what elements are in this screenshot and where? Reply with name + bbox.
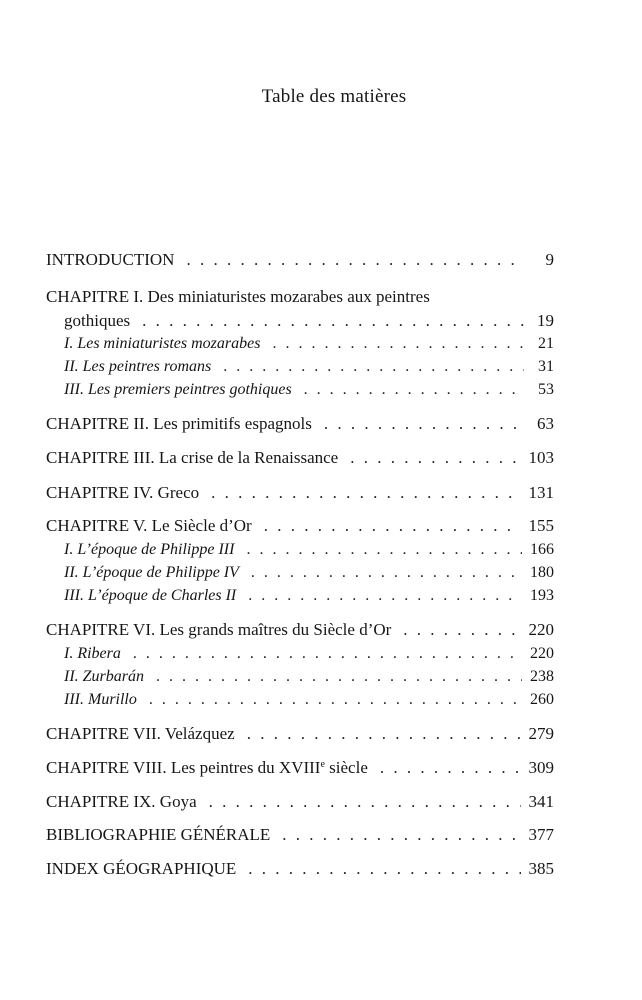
toc-entry-label: CHAPITRE VI. Les grands maîtres du Siècle d’Or	[46, 620, 392, 639]
toc-entry-label-part: CHAPITRE VIII. Les peintres du XVIII	[46, 758, 321, 777]
toc-entry-chapitre-2	[46, 411, 554, 437]
dot-leader	[248, 856, 520, 882]
dot-leader	[186, 247, 524, 273]
dot-leader	[211, 480, 520, 506]
dot-leader	[350, 445, 520, 471]
page-title: Table des matières	[261, 86, 407, 107]
toc-entry-label: I. Ribera	[64, 645, 121, 662]
toc-entry-introduction	[46, 247, 554, 273]
dot-leader	[304, 377, 524, 403]
toc-page-number: 131	[528, 483, 554, 502]
toc-entry-chapitre-1-title: CHAPITRE I. Des miniaturistes mozarabes aux peintres	[46, 287, 430, 306]
toc-page-number: 53	[538, 381, 554, 398]
toc-page-number: 180	[530, 564, 554, 581]
toc-entry-label: CHAPITRE IX. Goya	[46, 792, 197, 811]
toc-entry-bibliographie	[46, 822, 554, 848]
toc-page-number: 260	[530, 691, 554, 708]
toc-page-number: 31	[538, 358, 554, 375]
toc-entry-label: gothiques	[64, 311, 131, 330]
toc-entry-label: I. Les miniaturistes mozarabes	[64, 335, 261, 352]
toc-entry-chapitre-5	[46, 513, 554, 539]
toc-entry-label: CHAPITRE III. La crise de la Renaissance	[46, 448, 339, 467]
dot-leader	[247, 721, 521, 747]
toc-page-number: 155	[528, 516, 554, 535]
toc-entry-label: CHAPITRE IV. Greco	[46, 483, 200, 502]
toc-page-number: 103	[528, 448, 554, 467]
dot-leader	[149, 687, 522, 713]
toc-page-number: 220	[530, 645, 554, 662]
toc-entry-chapitre-4	[46, 480, 554, 506]
toc-entry-label: CHAPITRE V. Le Siècle d’Or	[46, 516, 252, 535]
toc-entry-label: INTRODUCTION	[46, 250, 175, 269]
toc-entry-label: BIBLIOGRAPHIE GÉNÉRALE	[46, 825, 271, 844]
toc-entry-label: I. L’époque de Philippe III	[64, 541, 235, 558]
toc-entry-label	[46, 755, 368, 781]
toc-page-number: 166	[530, 541, 554, 558]
toc-entry-label: III. Les premiers peintres gothiques	[64, 381, 292, 398]
superscript-e: e	[320, 759, 325, 770]
toc-entry-chapitre-6	[46, 617, 554, 643]
toc-section-entry	[64, 687, 554, 713]
dot-leader	[248, 583, 522, 609]
toc-entry-label: II. L’époque de Philippe IV	[64, 564, 239, 581]
toc-page-number: 21	[538, 335, 554, 352]
toc-page-number: 309	[528, 758, 554, 777]
toc-entry-chapitre-9	[46, 789, 554, 815]
toc-entry-label: II. Les peintres romans	[64, 358, 212, 375]
toc-page-number: 341	[528, 792, 554, 811]
dot-leader	[324, 411, 524, 437]
dot-leader	[403, 617, 520, 643]
toc-page-number: 9	[545, 250, 554, 269]
dot-leader	[380, 755, 521, 781]
toc-entry-chapitre-7	[46, 721, 554, 747]
toc-page-number: 19	[537, 311, 554, 330]
toc-page-number: 220	[528, 620, 554, 639]
toc-entry-label: II. Zurbarán	[64, 668, 145, 685]
toc-page-number: 279	[528, 724, 554, 743]
toc-section-entry	[64, 377, 554, 403]
toc-entry-label: INDEX GÉOGRAPHIQUE	[46, 859, 237, 878]
toc-entry-chapitre-8	[46, 755, 554, 781]
toc-page-number: 238	[530, 668, 554, 685]
dot-leader	[209, 789, 521, 815]
toc-page-number: 377	[528, 825, 554, 844]
toc-entry-label: CHAPITRE II. Les primitifs espagnols	[46, 414, 312, 433]
toc-entry-label: III. L’époque de Charles II	[64, 587, 237, 604]
toc-entry-label: CHAPITRE VII. Velázquez	[46, 724, 235, 743]
dot-leader	[264, 513, 521, 539]
toc-entry-chapitre-3	[46, 445, 554, 471]
toc-entry-index	[46, 856, 554, 882]
toc-entry-label: III. Murillo	[64, 691, 137, 708]
toc-page-number: 385	[528, 859, 554, 878]
toc-page-number: 193	[530, 587, 554, 604]
toc-section-entry	[64, 583, 554, 609]
toc-entry-label-part: siècle	[324, 758, 368, 777]
dot-leader	[282, 822, 520, 848]
toc-page-number: 63	[537, 414, 554, 433]
